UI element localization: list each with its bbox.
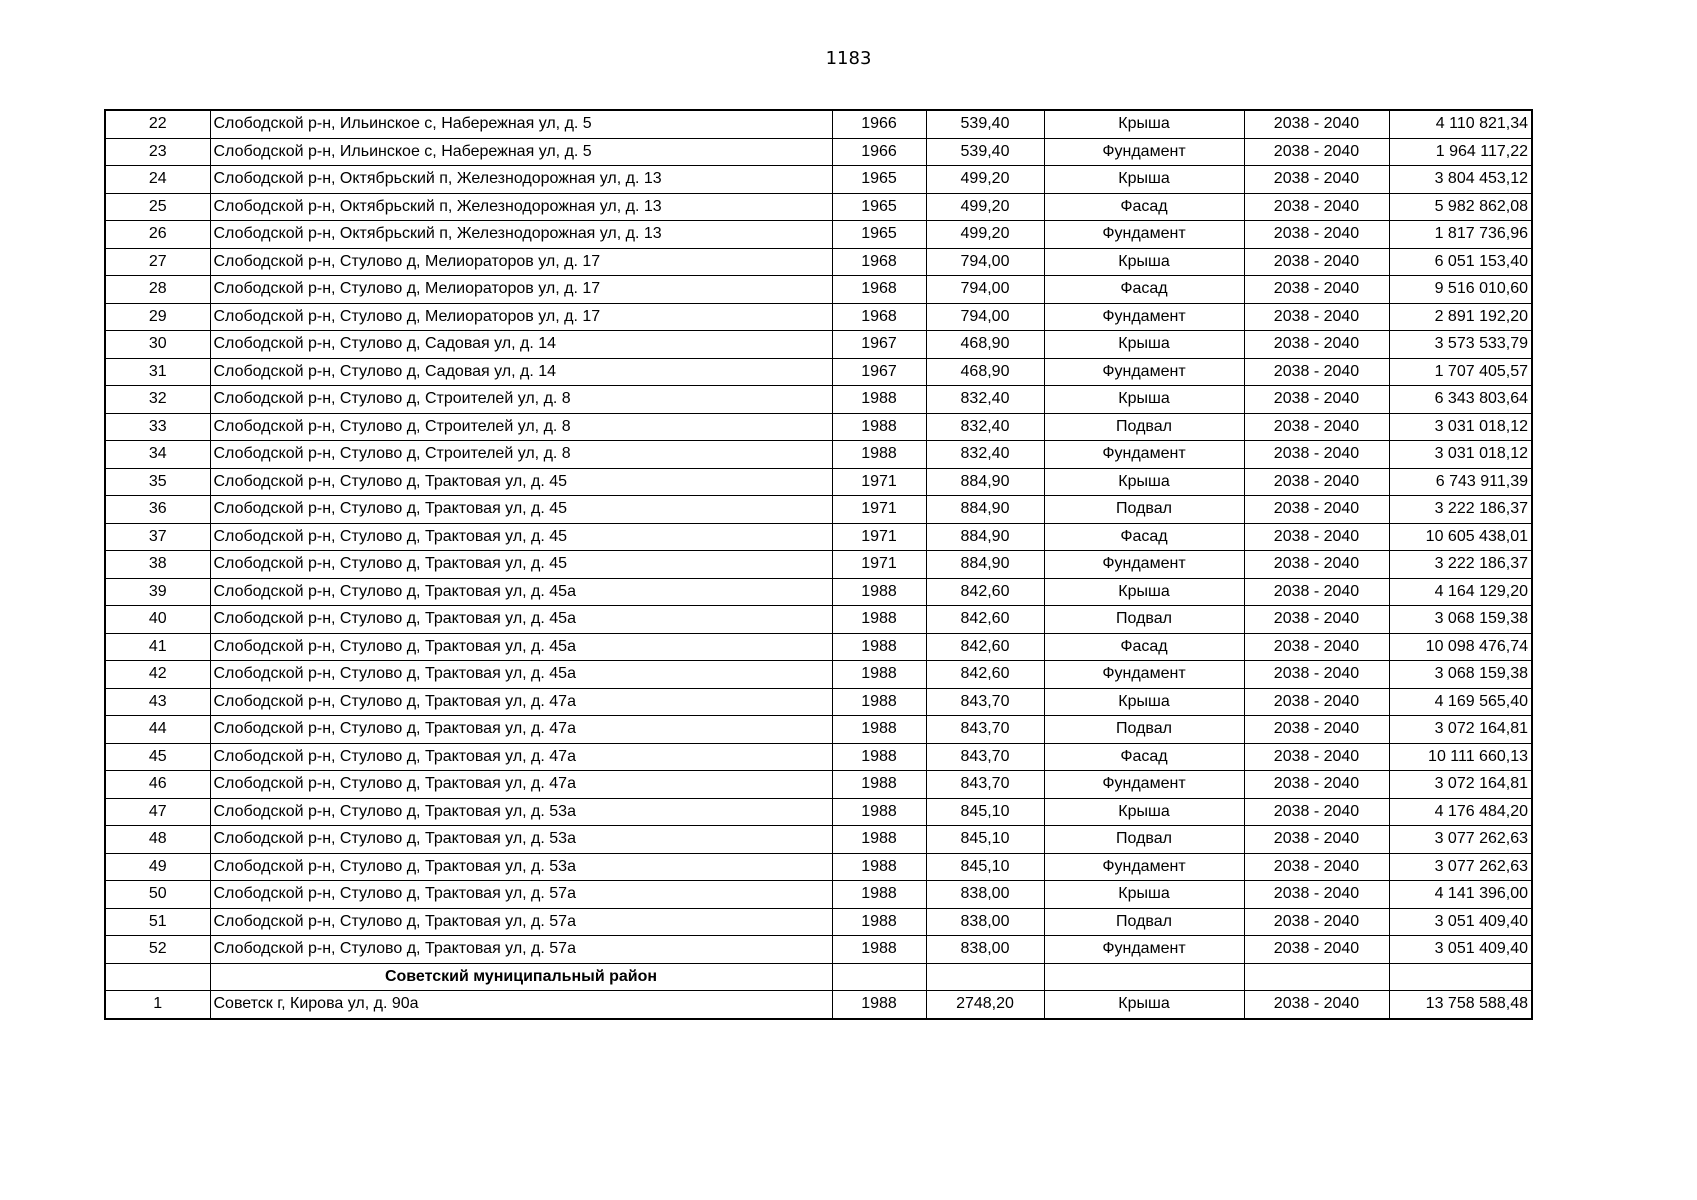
cost-cell: 2 891 192,20	[1389, 303, 1532, 331]
area-cell: 843,70	[926, 743, 1044, 771]
address-cell: Слободской р-н, Стулово д, Трактовая ул, д. 45а	[210, 633, 832, 661]
address-cell: Слободской р-н, Октябрьский п, Железнодорожная ул, д. 13	[210, 221, 832, 249]
area-cell: 2748,20	[926, 991, 1044, 1019]
address-cell: Слободской р-н, Стулово д, Трактовая ул, д. 45	[210, 468, 832, 496]
period-cell: 2038 - 2040	[1244, 551, 1389, 579]
cost-cell: 3 072 164,81	[1389, 716, 1532, 744]
period-cell: 2038 - 2040	[1244, 193, 1389, 221]
cost-cell: 5 982 862,08	[1389, 193, 1532, 221]
table-row	[105, 633, 1532, 661]
year-built-cell: 1988	[832, 688, 926, 716]
year-built-cell: 1988	[832, 798, 926, 826]
work-type-cell: Фасад	[1044, 193, 1244, 221]
address-cell: Слободской р-н, Октябрьский п, Железнодорожная ул, д. 13	[210, 166, 832, 194]
address-cell: Слободской р-н, Стулово д, Трактовая ул, д. 53а	[210, 798, 832, 826]
address-cell: Слободской р-н, Стулово д, Трактовая ул, д. 57а	[210, 881, 832, 909]
table-row	[105, 606, 1532, 634]
area-cell: 499,20	[926, 221, 1044, 249]
year-built-cell: 1971	[832, 496, 926, 524]
work-type-cell: Подвал	[1044, 716, 1244, 744]
year-built-cell: 1988	[832, 936, 926, 964]
table-row	[105, 358, 1532, 386]
address-cell: Слободской р-н, Ильинское с, Набережная ул, д. 5	[210, 138, 832, 166]
cost-cell: 10 605 438,01	[1389, 523, 1532, 551]
cost-cell: 3 077 262,63	[1389, 826, 1532, 854]
row-number-cell: 50	[105, 881, 210, 909]
row-number-cell: 24	[105, 166, 210, 194]
row-number-cell: 29	[105, 303, 210, 331]
period-cell: 2038 - 2040	[1244, 853, 1389, 881]
year-built-cell: 1988	[832, 716, 926, 744]
area-cell: 832,40	[926, 441, 1044, 469]
area-cell: 499,20	[926, 193, 1044, 221]
year-built-cell: 1965	[832, 221, 926, 249]
row-number-cell: 1	[105, 991, 210, 1019]
work-type-cell: Фундамент	[1044, 303, 1244, 331]
year-built-cell: 1965	[832, 166, 926, 194]
address-cell: Слободской р-н, Стулово д, Трактовая ул, д. 47а	[210, 771, 832, 799]
work-type-cell: Фасад	[1044, 276, 1244, 304]
row-number-cell: 49	[105, 853, 210, 881]
row-number-cell: 43	[105, 688, 210, 716]
year-built-cell: 1988	[832, 606, 926, 634]
work-type-cell: Фундамент	[1044, 551, 1244, 579]
district-header-row	[105, 963, 1532, 991]
row-number-cell: 23	[105, 138, 210, 166]
address-cell: Слободской р-н, Стулово д, Трактовая ул, д. 47а	[210, 743, 832, 771]
year-built-cell: 1968	[832, 276, 926, 304]
period-cell: 2038 - 2040	[1244, 936, 1389, 964]
address-cell: Слободской р-н, Стулово д, Трактовая ул, д. 45а	[210, 606, 832, 634]
period-cell: 2038 - 2040	[1244, 221, 1389, 249]
table-row	[105, 908, 1532, 936]
cost-cell: 9 516 010,60	[1389, 276, 1532, 304]
cost-cell: 6 743 911,39	[1389, 468, 1532, 496]
year-built-cell: 1988	[832, 908, 926, 936]
address-cell: Слободской р-н, Стулово д, Трактовая ул, д. 47а	[210, 688, 832, 716]
empty-cell	[105, 963, 210, 991]
work-type-cell: Фундамент	[1044, 138, 1244, 166]
address-cell: Слободской р-н, Стулово д, Трактовая ул, д. 53а	[210, 826, 832, 854]
area-cell: 794,00	[926, 276, 1044, 304]
table-row	[105, 991, 1532, 1019]
cost-cell: 4 110 821,34	[1389, 110, 1532, 138]
cost-cell: 3 051 409,40	[1389, 936, 1532, 964]
area-cell: 539,40	[926, 138, 1044, 166]
work-type-cell: Крыша	[1044, 248, 1244, 276]
cost-cell: 3 804 453,12	[1389, 166, 1532, 194]
cost-cell: 1 707 405,57	[1389, 358, 1532, 386]
address-cell: Слободской р-н, Стулово д, Трактовая ул, д. 45	[210, 523, 832, 551]
table-row	[105, 110, 1532, 138]
period-cell: 2038 - 2040	[1244, 276, 1389, 304]
area-cell: 842,60	[926, 606, 1044, 634]
cost-cell: 3 573 533,79	[1389, 331, 1532, 359]
address-cell: Слободской р-н, Стулово д, Мелиораторов ул, д. 17	[210, 276, 832, 304]
period-cell: 2038 - 2040	[1244, 358, 1389, 386]
work-type-cell: Фундамент	[1044, 358, 1244, 386]
area-cell: 843,70	[926, 716, 1044, 744]
work-type-cell: Подвал	[1044, 496, 1244, 524]
table-row	[105, 771, 1532, 799]
year-built-cell: 1988	[832, 413, 926, 441]
work-type-cell: Подвал	[1044, 826, 1244, 854]
address-cell: Слободской р-н, Стулово д, Трактовая ул, д. 45а	[210, 661, 832, 689]
work-type-cell: Подвал	[1044, 413, 1244, 441]
year-built-cell: 1988	[832, 991, 926, 1019]
table-row	[105, 523, 1532, 551]
row-number-cell: 38	[105, 551, 210, 579]
address-cell: Слободской р-н, Стулово д, Садовая ул, д. 14	[210, 331, 832, 359]
year-built-cell: 1971	[832, 523, 926, 551]
work-type-cell: Подвал	[1044, 908, 1244, 936]
year-built-cell: 1971	[832, 551, 926, 579]
work-type-cell: Подвал	[1044, 606, 1244, 634]
address-cell: Слободской р-н, Стулово д, Строителей ул, д. 8	[210, 386, 832, 414]
period-cell: 2038 - 2040	[1244, 771, 1389, 799]
row-number-cell: 51	[105, 908, 210, 936]
table-row	[105, 551, 1532, 579]
work-type-cell: Фундамент	[1044, 936, 1244, 964]
period-cell: 2038 - 2040	[1244, 248, 1389, 276]
area-cell: 838,00	[926, 936, 1044, 964]
work-type-cell: Крыша	[1044, 331, 1244, 359]
work-type-cell: Крыша	[1044, 166, 1244, 194]
table-row	[105, 413, 1532, 441]
address-cell: Слободской р-н, Стулово д, Строителей ул, д. 8	[210, 441, 832, 469]
empty-cell	[832, 963, 926, 991]
page-number: 1183	[825, 48, 872, 69]
work-type-cell: Фасад	[1044, 523, 1244, 551]
row-number-cell: 42	[105, 661, 210, 689]
table-row	[105, 936, 1532, 964]
address-cell: Слободской р-н, Стулово д, Трактовая ул, д. 45	[210, 496, 832, 524]
row-number-cell: 30	[105, 331, 210, 359]
period-cell: 2038 - 2040	[1244, 413, 1389, 441]
area-cell: 842,60	[926, 578, 1044, 606]
year-built-cell: 1965	[832, 193, 926, 221]
table-row	[105, 166, 1532, 194]
table-row	[105, 578, 1532, 606]
address-cell: Слободской р-н, Октябрьский п, Железнодорожная ул, д. 13	[210, 193, 832, 221]
address-cell: Советск г, Кирова ул, д. 90а	[210, 991, 832, 1019]
cost-cell: 3 031 018,12	[1389, 413, 1532, 441]
work-type-cell: Крыша	[1044, 578, 1244, 606]
row-number-cell: 31	[105, 358, 210, 386]
area-cell: 845,10	[926, 853, 1044, 881]
area-cell: 794,00	[926, 303, 1044, 331]
address-cell: Слободской р-н, Стулово д, Трактовая ул, д. 57а	[210, 908, 832, 936]
address-cell: Слободской р-н, Стулово д, Мелиораторов ул, д. 17	[210, 248, 832, 276]
area-cell: 884,90	[926, 551, 1044, 579]
year-built-cell: 1971	[832, 468, 926, 496]
work-type-cell: Крыша	[1044, 688, 1244, 716]
work-type-cell: Крыша	[1044, 110, 1244, 138]
table-row	[105, 248, 1532, 276]
period-cell: 2038 - 2040	[1244, 991, 1389, 1019]
row-number-cell: 35	[105, 468, 210, 496]
area-cell: 468,90	[926, 358, 1044, 386]
period-cell: 2038 - 2040	[1244, 798, 1389, 826]
table-body	[105, 110, 1532, 1019]
area-cell: 832,40	[926, 413, 1044, 441]
row-number-cell: 46	[105, 771, 210, 799]
year-built-cell: 1968	[832, 303, 926, 331]
table-row	[105, 386, 1532, 414]
row-number-cell: 47	[105, 798, 210, 826]
year-built-cell: 1988	[832, 578, 926, 606]
table-row	[105, 743, 1532, 771]
area-cell: 468,90	[926, 331, 1044, 359]
year-built-cell: 1968	[832, 248, 926, 276]
cost-cell: 1 817 736,96	[1389, 221, 1532, 249]
period-cell: 2038 - 2040	[1244, 578, 1389, 606]
year-built-cell: 1988	[832, 441, 926, 469]
cost-cell: 4 141 396,00	[1389, 881, 1532, 909]
row-number-cell: 41	[105, 633, 210, 661]
area-cell: 884,90	[926, 523, 1044, 551]
area-cell: 843,70	[926, 688, 1044, 716]
work-type-cell: Крыша	[1044, 881, 1244, 909]
year-built-cell: 1967	[832, 331, 926, 359]
year-built-cell: 1988	[832, 826, 926, 854]
cost-cell: 4 164 129,20	[1389, 578, 1532, 606]
row-number-cell: 26	[105, 221, 210, 249]
year-built-cell: 1988	[832, 771, 926, 799]
year-built-cell: 1988	[832, 743, 926, 771]
row-number-cell: 45	[105, 743, 210, 771]
table-row	[105, 688, 1532, 716]
work-type-cell: Фундамент	[1044, 771, 1244, 799]
area-cell: 842,60	[926, 633, 1044, 661]
area-cell: 884,90	[926, 496, 1044, 524]
work-type-cell: Фундамент	[1044, 221, 1244, 249]
table-row	[105, 138, 1532, 166]
row-number-cell: 40	[105, 606, 210, 634]
table-row	[105, 661, 1532, 689]
cost-cell: 3 222 186,37	[1389, 551, 1532, 579]
work-type-cell: Крыша	[1044, 386, 1244, 414]
period-cell: 2038 - 2040	[1244, 716, 1389, 744]
area-cell: 845,10	[926, 798, 1044, 826]
row-number-cell: 32	[105, 386, 210, 414]
table-row	[105, 826, 1532, 854]
cost-cell: 4 176 484,20	[1389, 798, 1532, 826]
row-number-cell: 36	[105, 496, 210, 524]
work-type-cell: Фундамент	[1044, 853, 1244, 881]
address-cell: Слободской р-н, Стулово д, Садовая ул, д. 14	[210, 358, 832, 386]
cost-cell: 6 051 153,40	[1389, 248, 1532, 276]
row-number-cell: 39	[105, 578, 210, 606]
table-row	[105, 276, 1532, 304]
row-number-cell: 27	[105, 248, 210, 276]
period-cell: 2038 - 2040	[1244, 331, 1389, 359]
period-cell: 2038 - 2040	[1244, 110, 1389, 138]
area-cell: 843,70	[926, 771, 1044, 799]
table-row	[105, 881, 1532, 909]
address-cell: Слободской р-н, Стулово д, Трактовая ул, д. 45а	[210, 578, 832, 606]
cost-cell: 3 031 018,12	[1389, 441, 1532, 469]
work-type-cell: Крыша	[1044, 991, 1244, 1019]
work-type-cell: Крыша	[1044, 468, 1244, 496]
year-built-cell: 1988	[832, 633, 926, 661]
period-cell: 2038 - 2040	[1244, 881, 1389, 909]
area-cell: 842,60	[926, 661, 1044, 689]
period-cell: 2038 - 2040	[1244, 468, 1389, 496]
period-cell: 2038 - 2040	[1244, 523, 1389, 551]
cost-cell: 10 098 476,74	[1389, 633, 1532, 661]
address-cell: Слободской р-н, Стулово д, Трактовая ул, д. 47а	[210, 716, 832, 744]
table-row	[105, 468, 1532, 496]
period-cell: 2038 - 2040	[1244, 606, 1389, 634]
table-row	[105, 221, 1532, 249]
cost-cell: 3 068 159,38	[1389, 661, 1532, 689]
row-number-cell: 48	[105, 826, 210, 854]
address-cell: Слободской р-н, Стулово д, Строителей ул, д. 8	[210, 413, 832, 441]
cost-cell: 10 111 660,13	[1389, 743, 1532, 771]
work-type-cell: Крыша	[1044, 798, 1244, 826]
cost-cell: 1 964 117,22	[1389, 138, 1532, 166]
repair-schedule-table	[104, 109, 1533, 1020]
area-cell: 499,20	[926, 166, 1044, 194]
table-row	[105, 331, 1532, 359]
work-type-cell: Фундамент	[1044, 441, 1244, 469]
cost-cell: 3 077 262,63	[1389, 853, 1532, 881]
period-cell: 2038 - 2040	[1244, 908, 1389, 936]
area-cell: 539,40	[926, 110, 1044, 138]
year-built-cell: 1966	[832, 110, 926, 138]
cost-cell: 3 222 186,37	[1389, 496, 1532, 524]
period-cell: 2038 - 2040	[1244, 166, 1389, 194]
year-built-cell: 1988	[832, 661, 926, 689]
row-number-cell: 22	[105, 110, 210, 138]
address-cell: Слободской р-н, Стулово д, Трактовая ул, д. 53а	[210, 853, 832, 881]
year-built-cell: 1967	[832, 358, 926, 386]
period-cell: 2038 - 2040	[1244, 386, 1389, 414]
year-built-cell: 1988	[832, 853, 926, 881]
period-cell: 2038 - 2040	[1244, 496, 1389, 524]
table-row	[105, 303, 1532, 331]
area-cell: 838,00	[926, 881, 1044, 909]
district-name-cell: Советский муниципальный район	[210, 963, 832, 991]
row-number-cell: 44	[105, 716, 210, 744]
row-number-cell: 34	[105, 441, 210, 469]
period-cell: 2038 - 2040	[1244, 688, 1389, 716]
address-cell: Слободской р-н, Ильинское с, Набережная ул, д. 5	[210, 110, 832, 138]
empty-cell	[1244, 963, 1389, 991]
table-row	[105, 441, 1532, 469]
period-cell: 2038 - 2040	[1244, 138, 1389, 166]
area-cell: 794,00	[926, 248, 1044, 276]
row-number-cell: 28	[105, 276, 210, 304]
empty-cell	[926, 963, 1044, 991]
cost-cell: 6 343 803,64	[1389, 386, 1532, 414]
period-cell: 2038 - 2040	[1244, 743, 1389, 771]
address-cell: Слободской р-н, Стулово д, Мелиораторов ул, д. 17	[210, 303, 832, 331]
period-cell: 2038 - 2040	[1244, 633, 1389, 661]
table-row	[105, 496, 1532, 524]
cost-cell: 4 169 565,40	[1389, 688, 1532, 716]
cost-cell: 3 068 159,38	[1389, 606, 1532, 634]
address-cell: Слободской р-н, Стулово д, Трактовая ул, д. 45	[210, 551, 832, 579]
row-number-cell: 37	[105, 523, 210, 551]
row-number-cell: 33	[105, 413, 210, 441]
period-cell: 2038 - 2040	[1244, 661, 1389, 689]
work-type-cell: Фасад	[1044, 633, 1244, 661]
cost-cell: 3 051 409,40	[1389, 908, 1532, 936]
area-cell: 845,10	[926, 826, 1044, 854]
table-row	[105, 716, 1532, 744]
year-built-cell: 1988	[832, 881, 926, 909]
area-cell: 832,40	[926, 386, 1044, 414]
cost-cell: 13 758 588,48	[1389, 991, 1532, 1019]
work-type-cell: Фасад	[1044, 743, 1244, 771]
cost-cell: 3 072 164,81	[1389, 771, 1532, 799]
work-type-cell: Фундамент	[1044, 661, 1244, 689]
period-cell: 2038 - 2040	[1244, 303, 1389, 331]
row-number-cell: 52	[105, 936, 210, 964]
empty-cell	[1044, 963, 1244, 991]
year-built-cell: 1988	[832, 386, 926, 414]
period-cell: 2038 - 2040	[1244, 826, 1389, 854]
table-row	[105, 193, 1532, 221]
row-number-cell: 25	[105, 193, 210, 221]
period-cell: 2038 - 2040	[1244, 441, 1389, 469]
area-cell: 884,90	[926, 468, 1044, 496]
area-cell: 838,00	[926, 908, 1044, 936]
year-built-cell: 1966	[832, 138, 926, 166]
empty-cell	[1389, 963, 1532, 991]
address-cell: Слободской р-н, Стулово д, Трактовая ул, д. 57а	[210, 936, 832, 964]
table-row	[105, 853, 1532, 881]
table-row	[105, 798, 1532, 826]
